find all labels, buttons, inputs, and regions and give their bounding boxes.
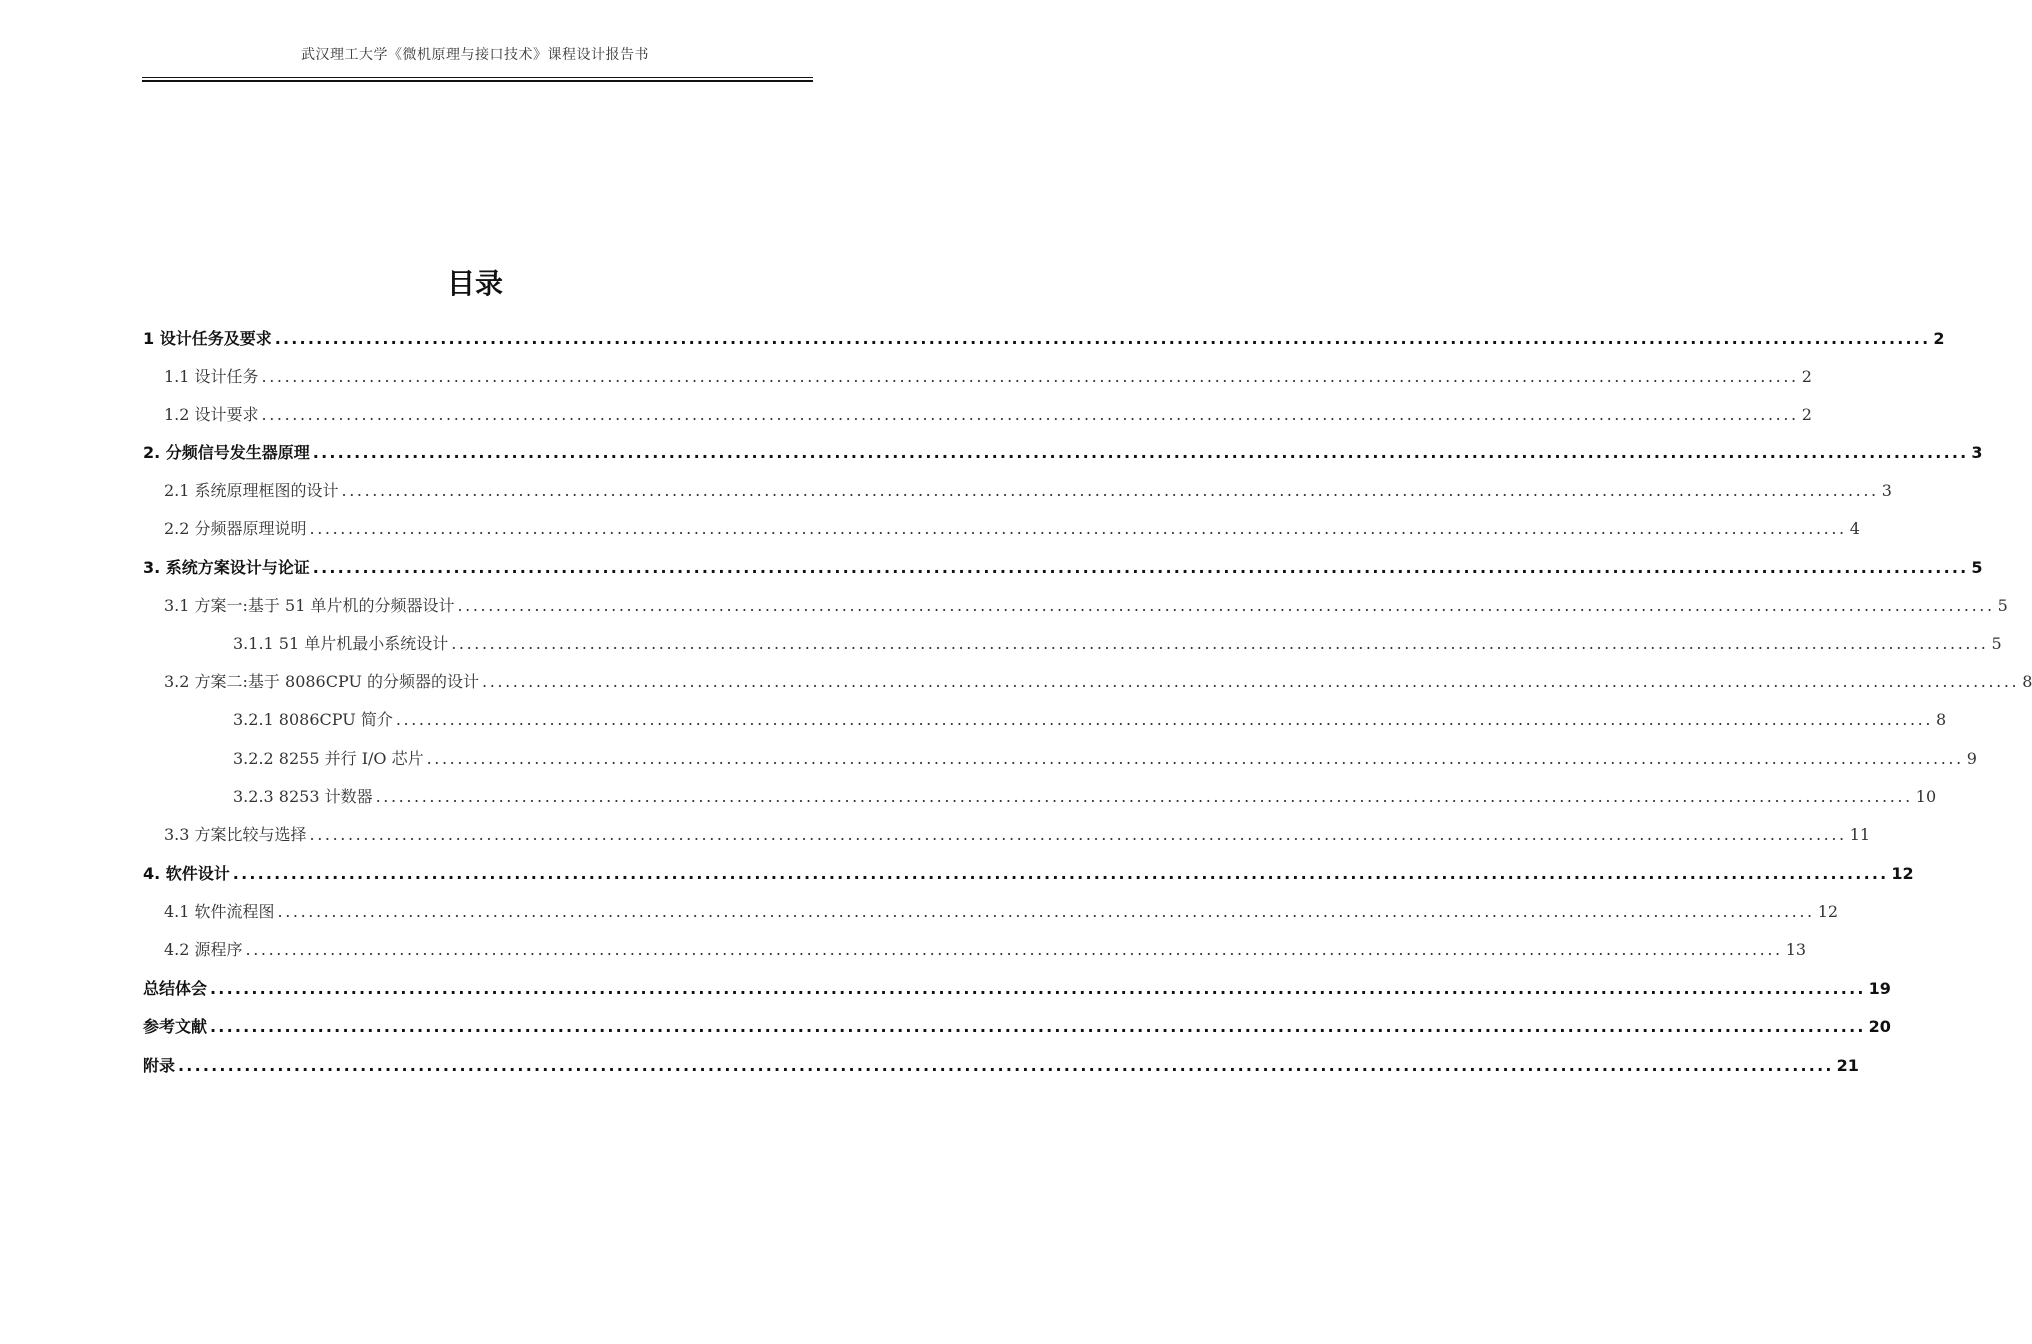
running-header: 武汉理工大学《微机原理与接口技术》课程设计报告书 bbox=[301, 47, 649, 63]
toc-entry-label: 1 设计任务及要求 bbox=[143, 329, 272, 348]
dot-leader: ........................................................................................................................................................................................................ bbox=[309, 519, 1847, 538]
dot-leader: ........................................................................................................................................................................................................ bbox=[178, 1056, 1834, 1075]
toc-entry-page: 9 bbox=[1966, 749, 1977, 768]
toc-entry-page: 3 bbox=[1971, 443, 1983, 462]
toc-entry-page: 2 bbox=[1801, 405, 1812, 424]
toc-entry-page: 10 bbox=[1915, 787, 1937, 806]
dot-leader: ........................................................................................................................................................................................................ bbox=[274, 329, 1931, 348]
dot-leader: ........................................................................................................................................................................................................ bbox=[482, 672, 2020, 691]
toc-entry[interactable] bbox=[164, 364, 1812, 390]
toc-entry-page: 19 bbox=[1868, 979, 1891, 998]
toc-entry[interactable] bbox=[143, 861, 1914, 887]
toc-entry-page: 12 bbox=[1891, 864, 1914, 883]
toc-entry[interactable] bbox=[164, 937, 1807, 963]
toc-entry[interactable] bbox=[233, 746, 1977, 772]
dot-leader: ........................................................................................................................................................................................................ bbox=[245, 940, 1783, 959]
toc-entry-page: 8 bbox=[2022, 672, 2032, 691]
toc-entry-label: 4.1 软件流程图 bbox=[164, 902, 275, 921]
toc-entry-page: 13 bbox=[1785, 940, 1807, 959]
toc-entry-label: 3.2.2 8255 并行 I/O 芯片 bbox=[233, 749, 424, 768]
toc-entry-page: 21 bbox=[1836, 1056, 1859, 1075]
toc-entry-label: 3.2.1 8086CPU 简介 bbox=[233, 710, 393, 729]
dot-leader: ........................................................................................................................................................................................................ bbox=[261, 367, 1799, 386]
toc-entry-label: 2. 分频信号发生器原理 bbox=[143, 443, 310, 462]
toc-entry-label: 4. 软件设计 bbox=[143, 864, 230, 883]
dot-leader: ........................................................................................................................................................................................................ bbox=[312, 443, 1969, 462]
toc-entry-page: 12 bbox=[1817, 902, 1839, 921]
toc-entry[interactable] bbox=[164, 516, 1860, 542]
dot-leader: ........................................................................................................................................................................................................ bbox=[451, 634, 1989, 653]
dot-leader: ........................................................................................................................................................................................................ bbox=[261, 405, 1799, 424]
toc-entry-page: 8 bbox=[1936, 710, 1947, 729]
toc-entry-label: 3.1.1 51 单片机最小系统设计 bbox=[233, 634, 449, 653]
toc-entry-page: 2 bbox=[1933, 329, 1945, 348]
toc-entry-label: 1.2 设计要求 bbox=[164, 405, 259, 424]
toc-entry[interactable] bbox=[143, 976, 1891, 1002]
dot-leader: ........................................................................................................................................................................................................ bbox=[426, 749, 1964, 768]
toc-entry-label: 参考文献 bbox=[143, 1017, 208, 1036]
toc-entry[interactable] bbox=[143, 326, 1945, 352]
toc-entry-label: 2.2 分频器原理说明 bbox=[164, 519, 307, 538]
dot-leader: ........................................................................................................................................................................................................ bbox=[210, 979, 1866, 998]
dot-leader: ........................................................................................................................................................................................................ bbox=[341, 481, 1879, 500]
header-rule-bold bbox=[142, 80, 813, 82]
toc-entry[interactable] bbox=[233, 784, 1937, 810]
toc-entry-page: 5 bbox=[1991, 634, 2002, 653]
toc-entry-label: 3.2.3 8253 计数器 bbox=[233, 787, 373, 806]
toc-entry-page: 2 bbox=[1801, 367, 1812, 386]
toc-entry-page: 3 bbox=[1881, 481, 1892, 500]
toc-entry-label: 附录 bbox=[143, 1056, 176, 1075]
toc-entry-label: 3.2 方案二:基于 8086CPU 的分频器的设计 bbox=[164, 672, 480, 691]
toc-entry-page: 5 bbox=[1997, 596, 2008, 615]
header-rule bbox=[142, 77, 813, 78]
dot-leader: ........................................................................................................................................................................................................ bbox=[309, 825, 1847, 844]
dot-leader: ........................................................................................................................................................................................................ bbox=[232, 864, 1889, 883]
toc-entry[interactable] bbox=[143, 1053, 1859, 1079]
dot-leader: ........................................................................................................................................................................................................ bbox=[375, 787, 1913, 806]
toc-entry-label: 4.2 源程序 bbox=[164, 940, 243, 959]
toc-entry[interactable] bbox=[164, 899, 1839, 925]
dot-leader: ........................................................................................................................................................................................................ bbox=[312, 558, 1969, 577]
toc-entry[interactable] bbox=[164, 669, 2032, 695]
dot-leader: ........................................................................................................................................................................................................ bbox=[210, 1017, 1866, 1036]
toc-entry-page: 11 bbox=[1849, 825, 1871, 844]
dot-leader: ........................................................................................................................................................................................................ bbox=[457, 596, 1995, 615]
toc-entry[interactable] bbox=[143, 1014, 1891, 1040]
dot-leader: ........................................................................................................................................................................................................ bbox=[395, 710, 1934, 729]
toc-title: 目录 bbox=[446, 267, 503, 300]
dot-leader: ........................................................................................................................................................................................................ bbox=[277, 902, 1815, 921]
toc-entry-page: 4 bbox=[1849, 519, 1860, 538]
toc-entry[interactable] bbox=[233, 631, 2002, 657]
toc-entry[interactable] bbox=[143, 555, 1983, 581]
toc-entry-label: 3. 系统方案设计与论证 bbox=[143, 558, 310, 577]
toc-entry-label: 1.1 设计任务 bbox=[164, 367, 259, 386]
toc-entry-label: 2.1 系统原理框图的设计 bbox=[164, 481, 339, 500]
toc-entry-label: 3.3 方案比较与选择 bbox=[164, 825, 307, 844]
toc-entry[interactable] bbox=[164, 478, 1892, 504]
toc-entry[interactable] bbox=[164, 593, 2008, 619]
toc-entry-label: 3.1 方案一:基于 51 单片机的分频器设计 bbox=[164, 596, 455, 615]
toc-entry[interactable] bbox=[164, 822, 1871, 848]
toc-entry[interactable] bbox=[143, 440, 1983, 466]
toc-entry-page: 20 bbox=[1868, 1017, 1891, 1036]
toc-entry-page: 5 bbox=[1971, 558, 1983, 577]
toc-entry[interactable] bbox=[164, 402, 1812, 428]
toc-entry[interactable] bbox=[233, 707, 1947, 733]
toc-entry-label: 总结体会 bbox=[143, 979, 208, 998]
